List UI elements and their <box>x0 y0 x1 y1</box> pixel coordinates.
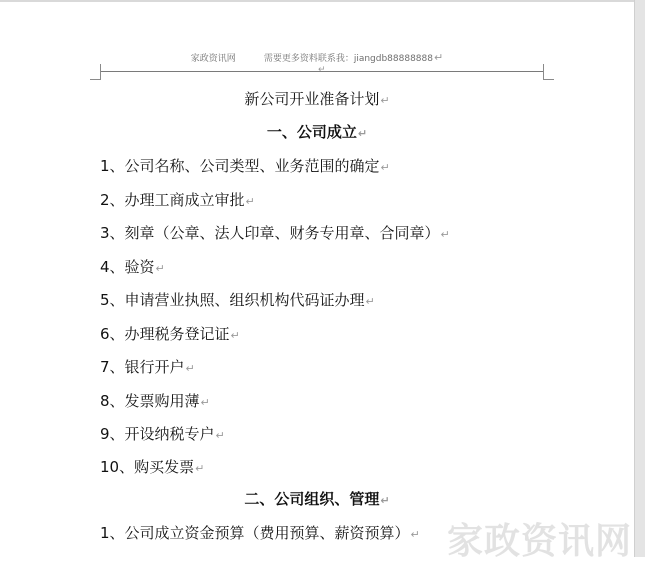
list-item <box>100 289 375 310</box>
page-header <box>0 51 634 64</box>
paragraph-mark-icon: ↵ <box>215 429 225 442</box>
list-item-text: 3、刻章（公章、法人印章、财务专用章、合同章） <box>100 224 440 242</box>
list-item-text: 4、验资 <box>100 258 155 276</box>
list-item <box>100 323 240 344</box>
paragraph-mark-icon: ↵ <box>195 462 205 475</box>
list-item-text: 1、公司名称、公司类型、业务范围的确定 <box>100 157 380 175</box>
list-item <box>100 155 390 176</box>
list-item <box>100 356 195 377</box>
section-heading-text: 一、公司成立 <box>266 123 357 141</box>
list-item-text: 10、购买发票 <box>100 458 195 476</box>
paragraph-mark-icon: ↵ <box>357 127 368 140</box>
paragraph-mark-icon: ↵ <box>200 396 210 409</box>
paragraph-mark-icon: ↵ <box>410 528 420 541</box>
paragraph-mark-icon: ↵ <box>380 94 390 107</box>
list-item <box>100 189 255 210</box>
paragraph-mark-icon: ↵ <box>185 362 195 375</box>
document-title-text: 新公司开业准备计划 <box>244 90 380 108</box>
list-item <box>100 256 165 277</box>
page-top-edge <box>0 0 634 2</box>
document-title <box>0 88 634 109</box>
paragraph-mark-icon: ↵ <box>380 161 390 174</box>
paragraph-mark-icon: ↵ <box>380 494 390 507</box>
list-item-text: 7、银行开户 <box>100 358 185 376</box>
list-item <box>100 522 420 543</box>
header-right-text: 需要更多资料联系我：jiangdb88888888 <box>263 54 433 64</box>
margin-corner-right <box>543 64 544 80</box>
margin-corner-left <box>100 64 101 80</box>
window-right-gutter <box>634 0 645 557</box>
paragraph-mark-icon: ↵ <box>440 228 450 241</box>
list-item-text: 2、办理工商成立审批 <box>100 191 245 209</box>
list-item-text: 5、申请营业执照、组织机构代码证办理 <box>100 291 365 309</box>
margin-corner-right-h <box>544 79 554 80</box>
list-item-text: 1、公司成立资金预算（费用预算、薪资预算） <box>100 524 410 542</box>
watermark: 家政资讯网 <box>447 521 633 562</box>
section-heading-text: 二、公司组织、管理 <box>244 490 380 508</box>
paragraph-mark-icon: ↵ <box>230 329 240 342</box>
paragraph-mark-icon: ↵ <box>433 51 444 64</box>
header-left-text: 家政资讯网 <box>190 54 236 64</box>
list-item <box>100 456 204 477</box>
section-heading <box>0 488 634 509</box>
margin-corner-left-h <box>90 79 100 80</box>
list-item-text: 9、开设纳税专户 <box>100 425 215 443</box>
list-item <box>100 222 450 243</box>
section-heading <box>0 121 634 142</box>
paragraph-mark-icon: ↵ <box>318 65 326 75</box>
list-item <box>100 390 210 411</box>
paragraph-mark-icon: ↵ <box>365 295 375 308</box>
paragraph-mark-icon: ↵ <box>245 195 255 208</box>
list-item <box>100 423 225 444</box>
list-item-text: 6、办理税务登记证 <box>100 325 230 343</box>
list-item-text: 8、发票购用薄 <box>100 392 200 410</box>
paragraph-mark-icon: ↵ <box>155 262 165 275</box>
